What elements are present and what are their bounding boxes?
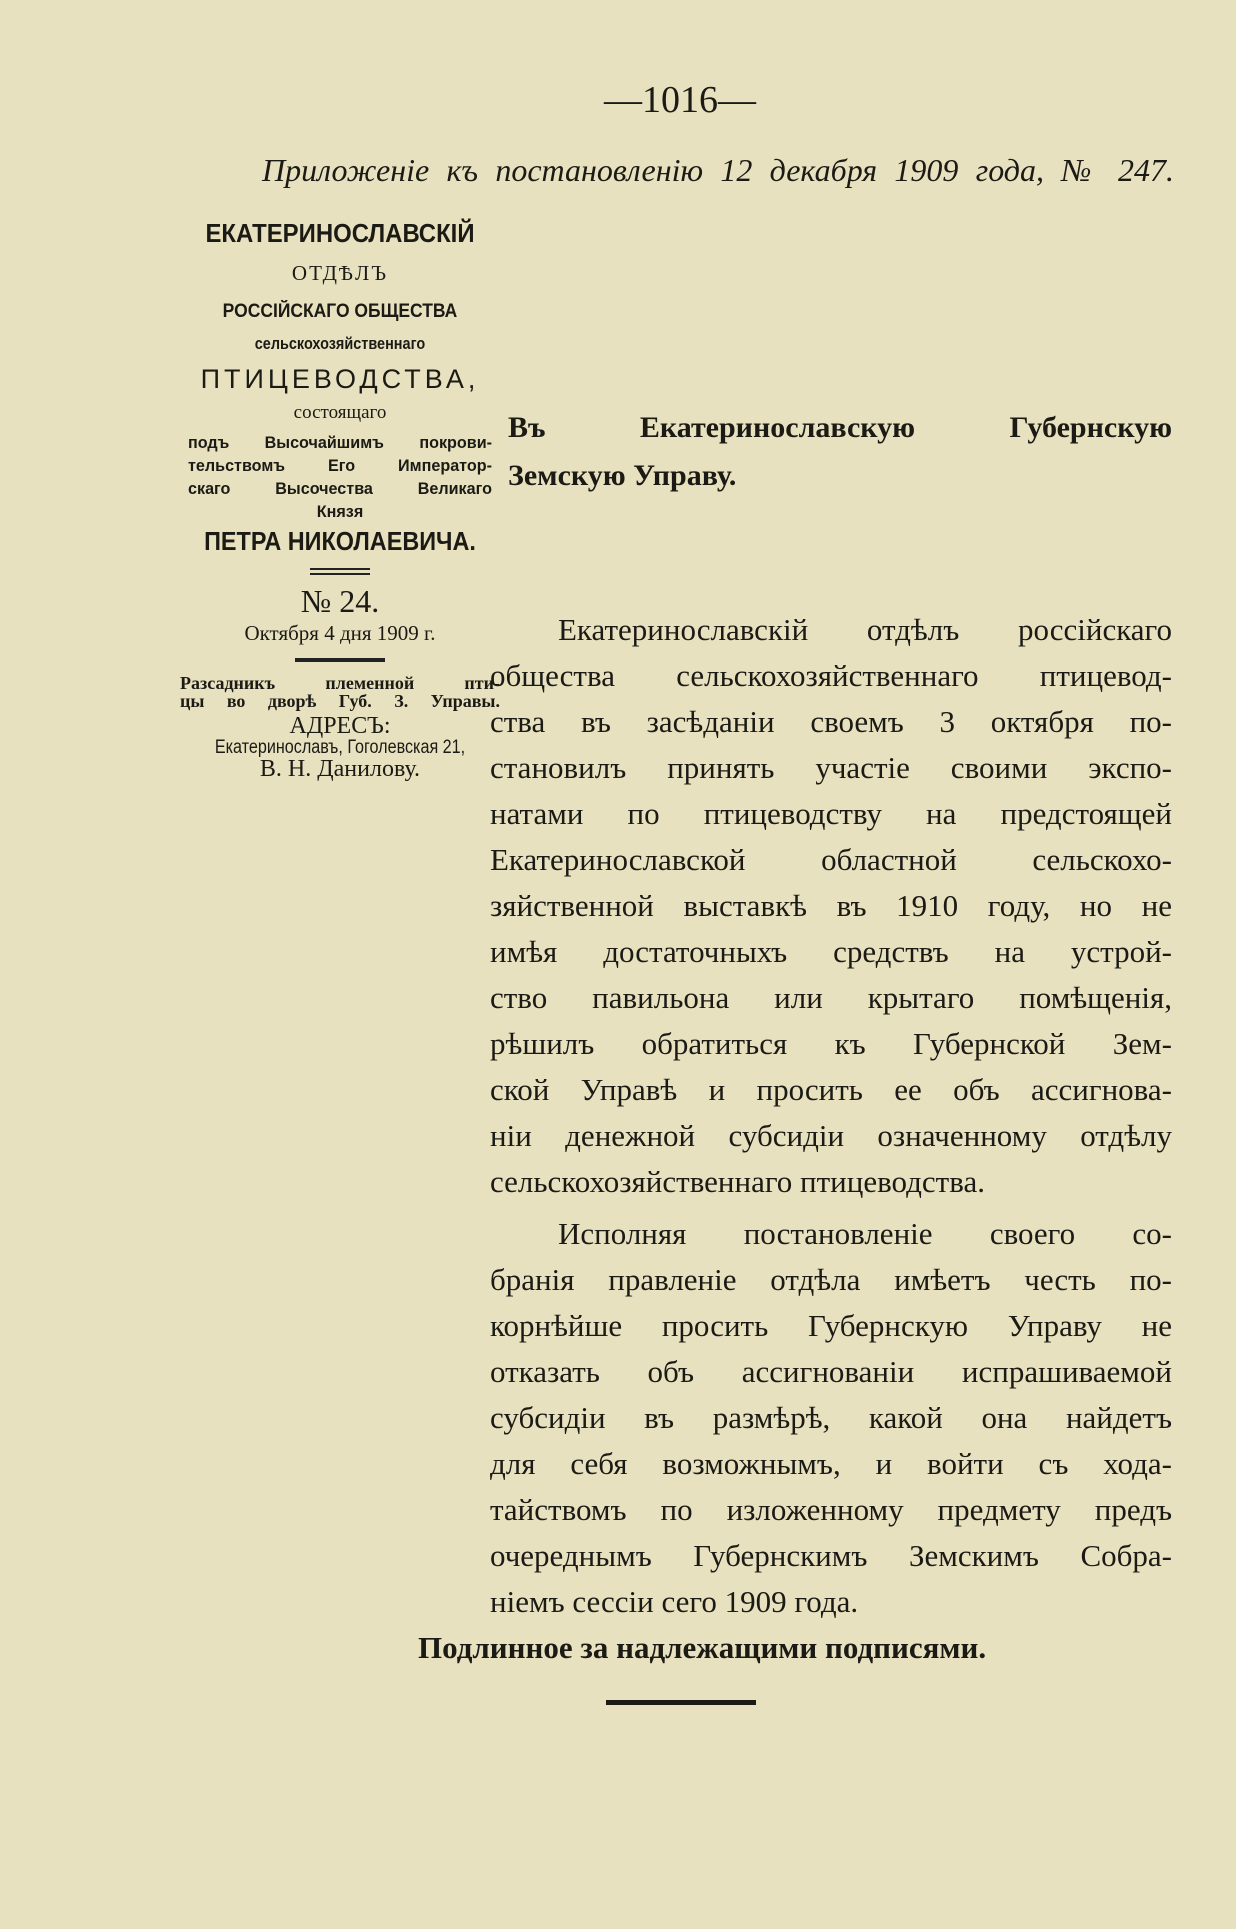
document-number: № 24. — [300, 583, 380, 619]
letterhead-name: ПЕТРА НИКОЛАЕВИЧА. — [204, 526, 476, 556]
letterhead-society: РОССIЙСКАГО ОБЩЕСТВА — [222, 301, 458, 322]
paragraph-line: Екатеринославской областной сельскохо- — [490, 842, 1172, 877]
paragraph-line: Екатеринославскiй отдѣлъ россiйскаго — [558, 612, 1172, 647]
end-rule — [606, 1700, 756, 1705]
paragraph — [490, 607, 1172, 1205]
addressee — [508, 404, 1172, 500]
paragraph-line: ской Управѣ и просить ее объ ассигнова- — [490, 1072, 1172, 1107]
addressee-line: Въ Екатеринославскую Губернскую — [508, 411, 1172, 444]
closing-note: Подлинное за надлежащими подписями. — [418, 1630, 987, 1665]
paragraph-line: зяйственной выставкѣ въ 1910 году, но не — [490, 888, 1172, 923]
appendix-subtitle: Приложенiе къ постановленiю 12 декабря 1909 года, № 247. — [262, 152, 1174, 188]
paragraph-line: тайствомъ по изложенному предмету предъ — [490, 1492, 1172, 1527]
letterhead-patron-line: тельствомъ Его Император- — [188, 456, 492, 475]
letterhead-knyaz: Князя — [316, 502, 364, 521]
letterhead-patron-line: подъ Высочайшимъ покрови- — [188, 433, 492, 452]
paragraph-line: бранiя правленiе отдѣла имѣетъ честь по- — [490, 1262, 1172, 1297]
letterhead-org: ЕКАТЕРИНОСЛАВСКIЙ — [205, 218, 475, 248]
paragraph-line: имѣя достаточныхъ средствъ на устрой- — [490, 934, 1172, 969]
rule — [295, 658, 385, 662]
paragraph-line: очереднымъ Губернскимъ Земскимъ Собра- — [490, 1538, 1172, 1573]
letterhead-patron-line: скаго Высочества Великаго — [188, 479, 492, 498]
paragraph-line: корнѣйше просить Губернскую Управу не — [490, 1308, 1172, 1343]
address-name: В. Н. Данилову. — [259, 756, 421, 782]
paragraph — [490, 1211, 1172, 1625]
letter-body — [490, 607, 1172, 1625]
paragraph-line: для себя возможнымъ, и войти съ хода- — [490, 1446, 1172, 1481]
document-date: Октября 4 дня 1909 г. — [244, 621, 436, 645]
letterhead-dept: ОТДѢЛЪ — [291, 261, 389, 285]
nursery-line: Разсадникъ племенной пти- — [180, 673, 500, 693]
paragraph-line: нiи денежной субсидiи означенному отдѣлу — [490, 1118, 1172, 1153]
paragraph-line: сельскохозяйственнаго птицеводства. — [490, 1164, 985, 1199]
double-rule — [310, 568, 370, 575]
paragraph-line: рѣшилъ обратиться къ Губернской Зем- — [490, 1026, 1172, 1061]
addressee-line: Земскую Управу. — [508, 459, 737, 492]
paragraph-line: субсидiи въ размѣрѣ, какой она найдетъ — [490, 1400, 1172, 1435]
paragraph-line: отказать объ ассигнованiи испрашиваемой — [490, 1354, 1172, 1389]
paragraph-line: ства въ засѣданiи своемъ 3 октября по- — [490, 704, 1172, 739]
paragraph-line: ство павильона или крытаго помѣщенiя, — [490, 980, 1172, 1015]
paragraph-line: Исполняя постановленiе своего со- — [558, 1216, 1172, 1251]
address-label: АДРЕСЪ: — [289, 713, 391, 739]
page-number: —1016— — [604, 79, 756, 121]
paragraph-line: становилъ принять участiе своими экспо- — [490, 750, 1172, 785]
nursery-line: цы во дворѣ Губ. З. Управы. — [180, 691, 500, 711]
letterhead — [180, 220, 500, 781]
paragraph-line: натами по птицеводству на предстоящей — [490, 796, 1172, 831]
paragraph-line: нiемъ сессiи сего 1909 года. — [490, 1584, 859, 1619]
address-city: Екатеринославъ, Гоголевская 21, — [214, 737, 466, 758]
paragraph-line: общества сельскохозяйственнаго птицевод- — [490, 658, 1172, 693]
letterhead-consisting: состоящаго — [293, 402, 387, 423]
letterhead-agri: сельскохозяйственнаго — [254, 334, 426, 353]
letterhead-poultry: ПТИЦЕВОДСТВА, — [200, 364, 480, 394]
